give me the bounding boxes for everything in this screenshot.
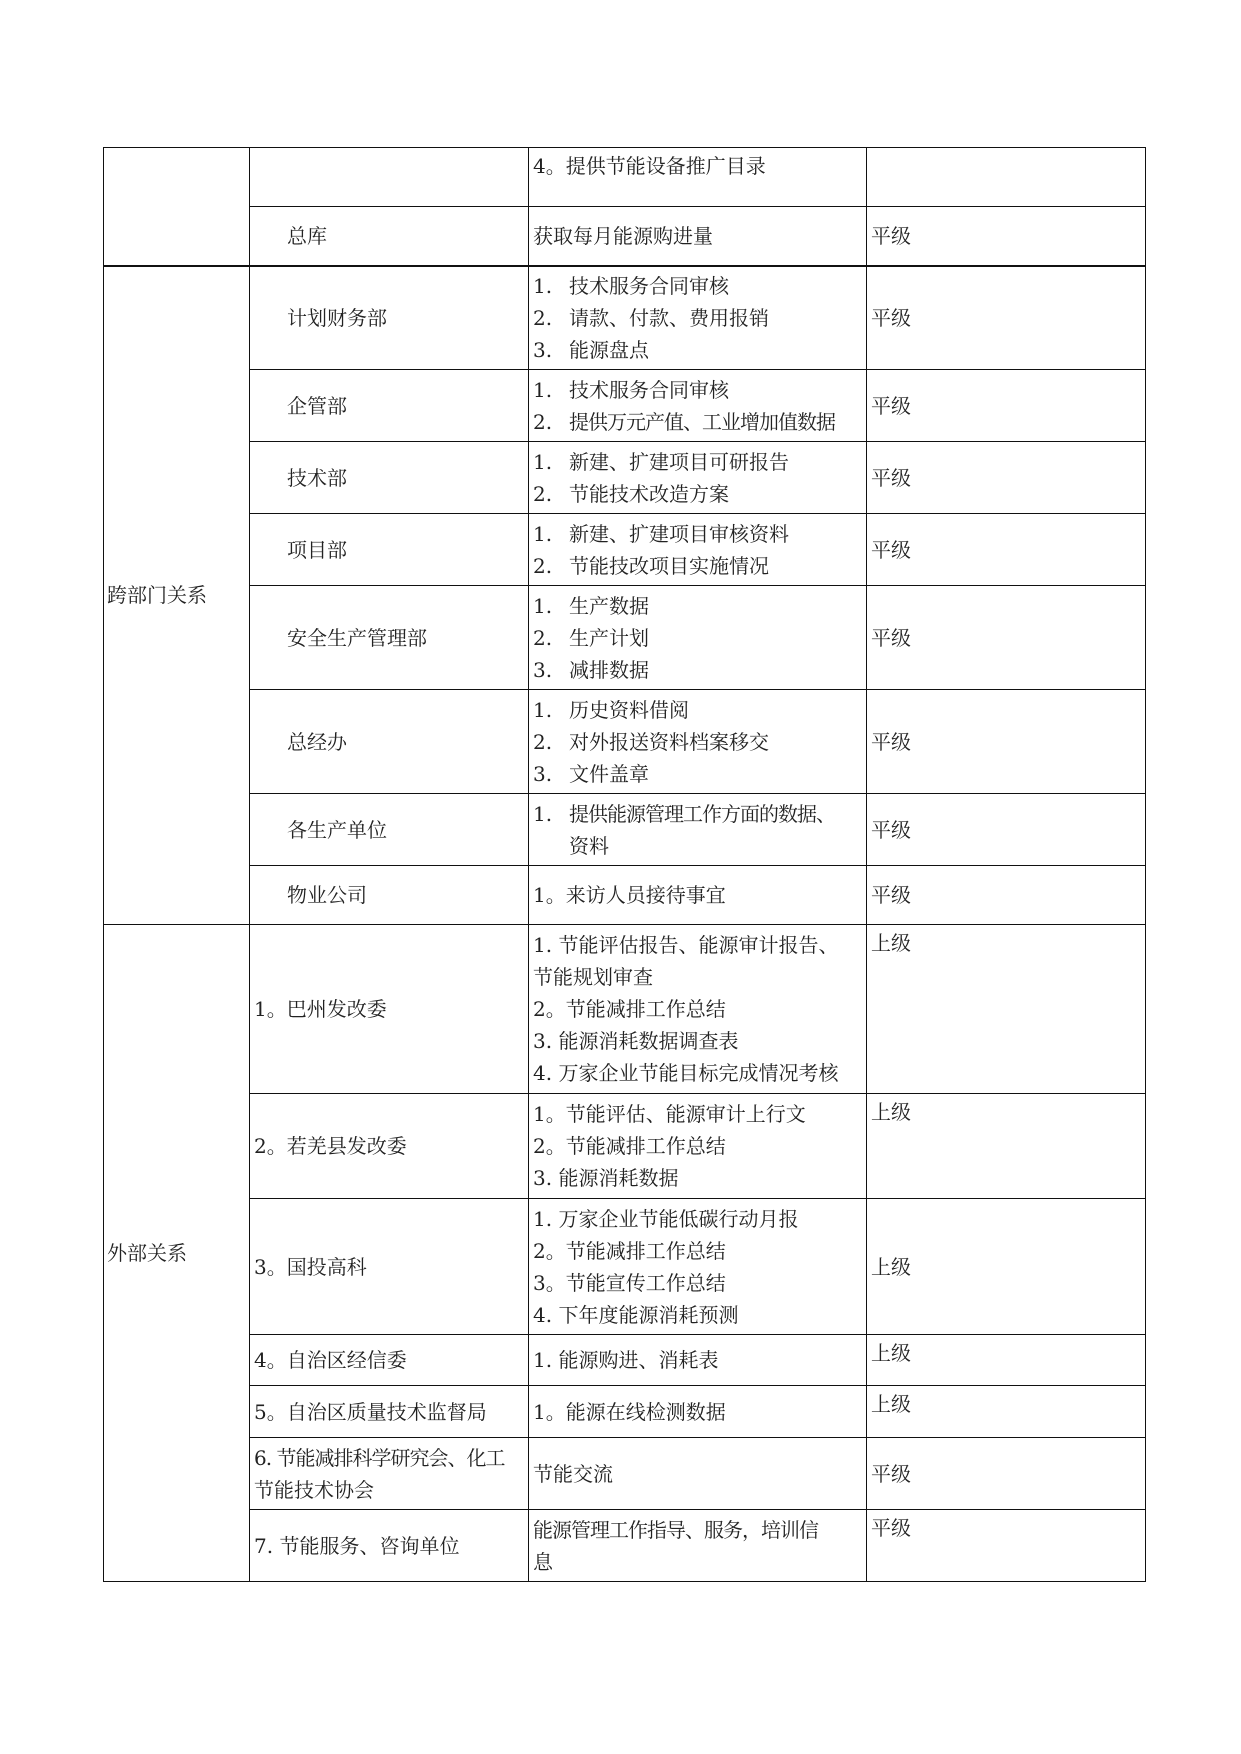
table-row <box>104 370 1146 442</box>
content-cell: 1. 能源购进、消耗表 <box>529 1335 867 1386</box>
content-cell <box>529 1094 867 1199</box>
item-number: 3. <box>533 761 553 786</box>
item-text: 节能技改项目实施情况 <box>569 553 769 578</box>
level-cell: 上级 <box>867 1386 1146 1438</box>
item-text: 技术服务合同审核 <box>569 377 729 402</box>
item-text: 提供能源管理工作方面的数据、 <box>569 801 835 826</box>
content-line: 1。节能评估、能源审计上行文 <box>533 1102 806 1126</box>
item-number: 1. <box>533 521 553 546</box>
content-cell <box>529 442 867 514</box>
table-row <box>104 586 1146 690</box>
level-cell: 上级 <box>867 1199 1146 1335</box>
item-text: 历史资料借阅 <box>569 697 689 722</box>
content-cell <box>529 370 867 442</box>
table-row <box>104 1438 1146 1510</box>
level-cell: 平级 <box>867 690 1146 794</box>
content-cell <box>529 925 867 1094</box>
table-row <box>104 866 1146 925</box>
content-line: 4. 下年度能源消耗预测 <box>533 1302 739 1327</box>
item-number: 2. <box>533 553 553 578</box>
level-cell: 平级 <box>867 586 1146 690</box>
content-cell <box>529 148 867 207</box>
item-number: 1. <box>533 697 553 722</box>
relations-table <box>103 147 1146 1582</box>
unit-cell: 物业公司 <box>250 866 529 925</box>
item-number: 3. <box>533 337 553 362</box>
item-text: 节能技术改造方案 <box>569 481 729 506</box>
unit-cell <box>250 1438 529 1510</box>
item-text: 生产数据 <box>569 593 649 618</box>
level-cell: 平级 <box>867 266 1146 370</box>
content-line: 2。节能减排工作总结 <box>533 1238 726 1263</box>
content-cell <box>529 1510 867 1582</box>
item-text: 提供万元产值、工业增加值数据 <box>569 409 835 434</box>
content-cell: 1。能源在线检测数据 <box>529 1386 867 1438</box>
table-row <box>104 925 1146 1094</box>
item-number: 1. <box>533 593 553 618</box>
level-cell: 上级 <box>867 1335 1146 1386</box>
content-line: 2。节能减排工作总结 <box>533 997 726 1021</box>
level-cell: 平级 <box>867 370 1146 442</box>
level-cell: 平级 <box>867 514 1146 586</box>
unit-cell: 各生产单位 <box>250 794 529 866</box>
level-cell: 平级 <box>867 794 1146 866</box>
level-cell: 平级 <box>867 866 1146 925</box>
level-cell: 上级 <box>867 925 1146 1094</box>
item-text: 技术服务合同审核 <box>569 273 729 298</box>
item-text: 请款、付款、费用报销 <box>569 305 769 330</box>
table-row <box>104 266 1146 370</box>
item-number: 2. <box>533 305 553 330</box>
item-number: 2. <box>533 409 553 434</box>
item-number: 1. <box>533 449 553 474</box>
content-line: 1. 万家企业节能低碳行动月报 <box>533 1206 799 1231</box>
table-row <box>104 1335 1146 1386</box>
unit-cell: 计划财务部 <box>250 266 529 370</box>
unit-cell: 3。国投高科 <box>250 1199 529 1335</box>
unit-cell: 技术部 <box>250 442 529 514</box>
item-number: 2. <box>533 625 553 650</box>
unit-line: 节能技术协会 <box>254 1477 374 1502</box>
item-text: 减排数据 <box>569 657 649 682</box>
content-line: 3. 能源消耗数据调查表 <box>533 1029 739 1053</box>
content-cell <box>529 794 867 866</box>
unit-cell: 7. 节能服务、咨询单位 <box>250 1510 529 1582</box>
content-cell: 1。来访人员接待事宜 <box>529 866 867 925</box>
table-row <box>104 442 1146 514</box>
content-cell <box>529 266 867 370</box>
category-cell: 跨部门关系 <box>104 266 250 925</box>
table-row <box>104 1386 1146 1438</box>
content-line: 4。提供节能设备推广目录 <box>533 154 766 178</box>
content-cell <box>529 1199 867 1335</box>
table-row <box>104 514 1146 586</box>
item-number: 2. <box>533 729 553 754</box>
table-row <box>104 148 1146 207</box>
table-row <box>104 1510 1146 1582</box>
content-cell <box>529 514 867 586</box>
content-line: 3。节能宣传工作总结 <box>533 1270 726 1295</box>
category-cell-empty <box>104 148 250 266</box>
unit-cell: 2。若羌县发改委 <box>250 1094 529 1199</box>
table-row <box>104 207 1146 266</box>
content-cell <box>529 690 867 794</box>
content-line: 4. 万家企业节能目标完成情况考核 <box>533 1061 839 1085</box>
unit-cell: 项目部 <box>250 514 529 586</box>
item-number: 1. <box>533 273 553 298</box>
content-cell: 节能交流 <box>529 1438 867 1510</box>
item-number: 1. <box>533 377 553 402</box>
content-cell <box>529 586 867 690</box>
level-cell: 上级 <box>867 1094 1146 1199</box>
content-line: 息 <box>533 1549 553 1574</box>
level-cell: 平级 <box>867 1510 1146 1582</box>
item-number: 1. <box>533 801 553 826</box>
unit-cell: 总库 <box>250 207 529 266</box>
unit-cell: 1。巴州发改委 <box>250 925 529 1094</box>
unit-cell: 4。自治区经信委 <box>250 1335 529 1386</box>
level-cell: 平级 <box>867 207 1146 266</box>
item-number: 3. <box>533 657 553 682</box>
table-row <box>104 794 1146 866</box>
content-line: 3. 能源消耗数据 <box>533 1166 679 1190</box>
level-cell: 平级 <box>867 442 1146 514</box>
unit-cell: 安全生产管理部 <box>250 586 529 690</box>
unit-line: 6. 节能减排科学研究会、化工 <box>254 1445 505 1470</box>
content-line: 节能规划审查 <box>533 965 653 989</box>
table-row <box>104 1199 1146 1335</box>
level-cell-empty <box>867 148 1146 207</box>
level-cell: 平级 <box>867 1438 1146 1510</box>
unit-cell: 企管部 <box>250 370 529 442</box>
content-cell: 获取每月能源购进量 <box>529 207 867 266</box>
item-number: 2. <box>533 481 553 506</box>
unit-cell: 5。自治区质量技术监督局 <box>250 1386 529 1438</box>
unit-cell: 总经办 <box>250 690 529 794</box>
table-row <box>104 690 1146 794</box>
item-text-continued: 资料 <box>569 833 609 858</box>
item-text: 生产计划 <box>569 625 649 650</box>
table-row <box>104 1094 1146 1199</box>
item-text: 新建、扩建项目可研报告 <box>569 449 789 474</box>
content-line: 2。节能减排工作总结 <box>533 1134 726 1158</box>
content-line: 能源管理工作指导、服务，培训信 <box>533 1517 818 1542</box>
content-line: 1. 节能评估报告、能源审计报告、 <box>533 933 839 957</box>
item-text: 对外报送资料档案移交 <box>569 729 769 754</box>
item-text: 能源盘点 <box>569 337 649 362</box>
category-cell: 外部关系 <box>104 925 250 1582</box>
item-text: 文件盖章 <box>569 761 649 786</box>
unit-cell-empty <box>250 148 529 207</box>
item-text: 新建、扩建项目审核资料 <box>569 521 789 546</box>
